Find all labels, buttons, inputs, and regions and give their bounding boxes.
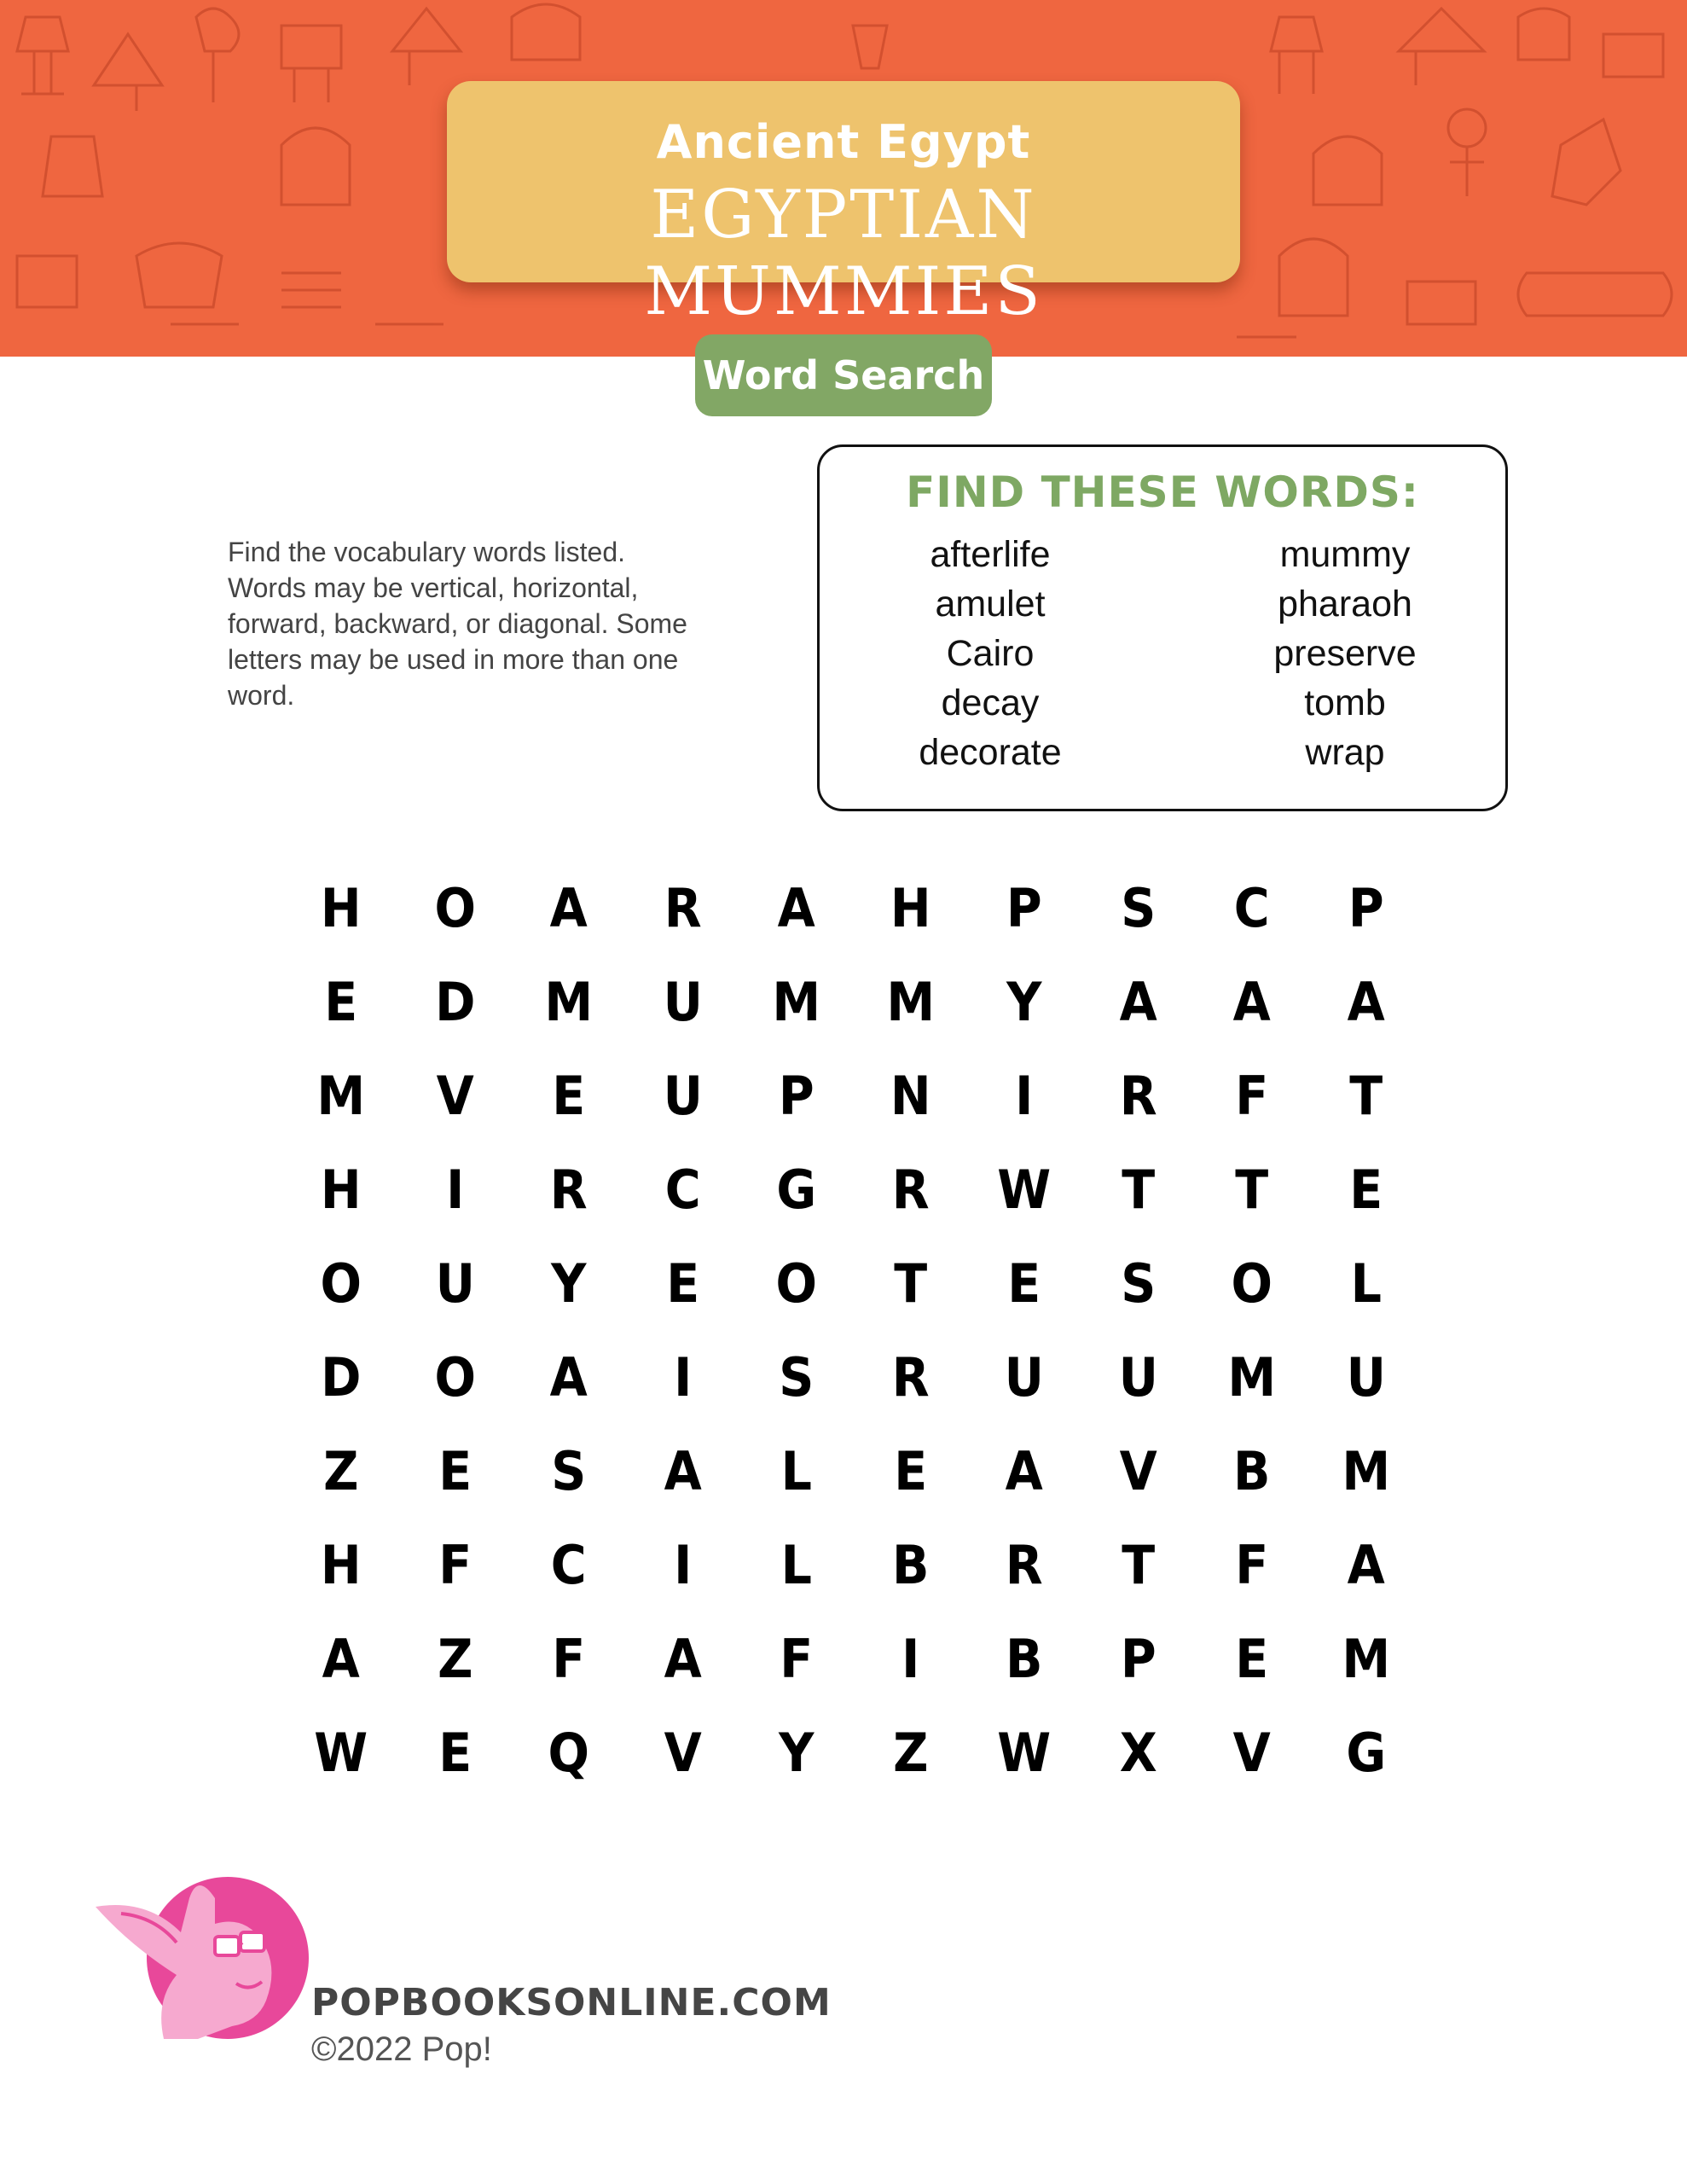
website-link[interactable]: POPBOOKSONLINE.COM bbox=[311, 1981, 832, 2024]
grid-letter: G bbox=[776, 1159, 817, 1221]
grid-letter: M bbox=[772, 971, 821, 1033]
grid-letter: U bbox=[663, 1065, 703, 1127]
word-list-item: preserve bbox=[1273, 633, 1417, 674]
grid-letter: S bbox=[779, 1346, 815, 1409]
grid-letter: R bbox=[549, 1159, 588, 1221]
title-card bbox=[447, 81, 1240, 330]
grid-letter: I bbox=[445, 1159, 464, 1221]
grid-letter: N bbox=[890, 1065, 931, 1127]
grid-letter: M bbox=[544, 971, 594, 1033]
grid-letter: A bbox=[549, 877, 588, 939]
word-list-item: Cairo bbox=[946, 633, 1035, 674]
word-list-box bbox=[817, 444, 1508, 811]
grid-letter: V bbox=[1119, 1440, 1157, 1502]
grid-letter: U bbox=[1004, 1346, 1044, 1409]
grid-letter: C bbox=[550, 1534, 587, 1596]
grid-letter: U bbox=[435, 1252, 475, 1315]
grid-letter: Z bbox=[437, 1628, 472, 1690]
grid-letter: X bbox=[1119, 1722, 1157, 1784]
grid-letter: D bbox=[321, 1346, 362, 1409]
grid-letter: E bbox=[552, 1065, 586, 1127]
word-list-item: decay bbox=[941, 682, 1040, 723]
word-search-grid bbox=[284, 862, 1423, 1800]
grid-letter: M bbox=[1341, 1628, 1390, 1690]
grid-letter: H bbox=[320, 1159, 362, 1221]
word-list-item: afterlife bbox=[930, 534, 1051, 575]
grid-letter: I bbox=[673, 1346, 692, 1409]
grid-letter: I bbox=[673, 1534, 692, 1596]
grid-letter: F bbox=[438, 1534, 472, 1596]
grid-letter: T bbox=[1348, 1065, 1383, 1127]
grid-letter: O bbox=[775, 1252, 818, 1315]
grid-letter: Z bbox=[323, 1440, 359, 1502]
grid-letter: U bbox=[663, 971, 703, 1033]
word-list-item: decorate bbox=[919, 732, 1062, 773]
grid-letter: H bbox=[320, 1534, 362, 1596]
grid-letter: V bbox=[1232, 1722, 1271, 1784]
grid-letter: H bbox=[890, 877, 931, 939]
grid-letter: U bbox=[1346, 1346, 1386, 1409]
pop-kangaroo-logo bbox=[96, 1864, 317, 2043]
grid-letter: C bbox=[664, 1159, 701, 1221]
grid-letter: Z bbox=[892, 1722, 928, 1784]
grid-letter: V bbox=[436, 1065, 474, 1127]
grid-letter: F bbox=[1235, 1065, 1269, 1127]
grid-letter: B bbox=[1233, 1440, 1271, 1502]
header-banner bbox=[0, 0, 1687, 357]
grid-letter: A bbox=[1347, 1534, 1385, 1596]
grid-letter: A bbox=[1232, 971, 1271, 1033]
grid-letter: M bbox=[885, 971, 935, 1033]
header-subtitle: Ancient Egypt bbox=[656, 115, 1031, 169]
word-list-right-column bbox=[1217, 530, 1473, 777]
grid-letter: A bbox=[1005, 1440, 1043, 1502]
grid-letter: H bbox=[320, 877, 362, 939]
grid-letter: W bbox=[314, 1722, 368, 1784]
grid-letter: F bbox=[552, 1628, 586, 1690]
grid-letter: O bbox=[1231, 1252, 1273, 1315]
grid-letter: L bbox=[780, 1534, 812, 1596]
grid-letter: A bbox=[1347, 971, 1385, 1033]
copyright-text: ©2022 Pop! bbox=[311, 2030, 492, 2068]
grid-letter: E bbox=[438, 1440, 472, 1502]
grid-letter: Y bbox=[779, 1722, 815, 1784]
grid-letter: V bbox=[664, 1722, 702, 1784]
grid-letter: W bbox=[997, 1722, 1052, 1784]
grid-letter: D bbox=[434, 971, 475, 1033]
grid-letter: T bbox=[1121, 1159, 1155, 1221]
grid-letter: O bbox=[433, 877, 476, 939]
grid-letter: E bbox=[893, 1440, 927, 1502]
grid-letter: M bbox=[316, 1065, 366, 1127]
word-list-left-column bbox=[862, 530, 1118, 777]
grid-letter: M bbox=[1341, 1440, 1390, 1502]
grid-letter: O bbox=[320, 1252, 362, 1315]
grid-letter: R bbox=[1005, 1534, 1043, 1596]
grid-letter: W bbox=[997, 1159, 1052, 1221]
grid-letter: A bbox=[664, 1628, 702, 1690]
grid-letter: E bbox=[324, 971, 358, 1033]
activity-label-badge: Word Search bbox=[695, 334, 992, 416]
grid-letter: G bbox=[1345, 1722, 1386, 1784]
grid-letter: M bbox=[1227, 1346, 1277, 1409]
grid-letter: A bbox=[1119, 971, 1157, 1033]
grid-letter: I bbox=[1015, 1065, 1034, 1127]
grid-letter: Y bbox=[1006, 971, 1042, 1033]
grid-letter: R bbox=[1119, 1065, 1157, 1127]
word-list-item: wrap bbox=[1305, 732, 1385, 773]
page-title: EGYPTIAN MUMMIES bbox=[644, 177, 1043, 330]
grid-letter: Y bbox=[551, 1252, 587, 1315]
grid-letter: S bbox=[1120, 877, 1156, 939]
grid-letter: R bbox=[664, 877, 702, 939]
grid-letter: S bbox=[1120, 1252, 1156, 1315]
grid-letter: S bbox=[551, 1440, 587, 1502]
grid-letter: C bbox=[1233, 877, 1270, 939]
grid-letter: I bbox=[901, 1628, 919, 1690]
grid-letter: R bbox=[891, 1346, 930, 1409]
grid-letter: U bbox=[1118, 1346, 1158, 1409]
grid-letter: T bbox=[893, 1252, 927, 1315]
grid-letter: E bbox=[665, 1252, 699, 1315]
grid-letter: P bbox=[1348, 877, 1384, 939]
grid-letter: E bbox=[1348, 1159, 1383, 1221]
grid-letter: E bbox=[1235, 1628, 1269, 1690]
grid-letter: T bbox=[1121, 1534, 1155, 1596]
grid-letter: Q bbox=[548, 1722, 590, 1784]
grid-letter: T bbox=[1235, 1159, 1269, 1221]
grid-letter: B bbox=[891, 1534, 929, 1596]
word-list-item: amulet bbox=[935, 584, 1046, 624]
word-list-item: pharaoh bbox=[1278, 584, 1412, 624]
grid-letter: B bbox=[1006, 1628, 1043, 1690]
grid-letter: F bbox=[780, 1628, 814, 1690]
grid-letter: R bbox=[891, 1159, 930, 1221]
grid-letter: P bbox=[1006, 877, 1042, 939]
instructions-text: Find the vocabulary words listed. Words may be vertical, horizontal, forward, backward, or diagonal. Some letters may be used in more than one word. bbox=[228, 537, 687, 711]
grid-letter: E bbox=[1007, 1252, 1041, 1315]
grid-letter: L bbox=[1350, 1252, 1382, 1315]
grid-letter: A bbox=[777, 877, 815, 939]
grid-letter: O bbox=[433, 1346, 476, 1409]
grid-letter: A bbox=[664, 1440, 702, 1502]
grid-letter: F bbox=[1235, 1534, 1269, 1596]
word-list-item: mummy bbox=[1279, 534, 1411, 575]
word-list-title: FIND THESE WORDS: bbox=[906, 468, 1419, 517]
grid-letter: E bbox=[438, 1722, 472, 1784]
grid-letter: A bbox=[322, 1628, 360, 1690]
grid-letter: P bbox=[1120, 1628, 1157, 1690]
word-list-item: tomb bbox=[1304, 682, 1386, 723]
grid-letter: L bbox=[780, 1440, 812, 1502]
grid-letter: A bbox=[549, 1346, 588, 1409]
grid-letter: P bbox=[778, 1065, 815, 1127]
